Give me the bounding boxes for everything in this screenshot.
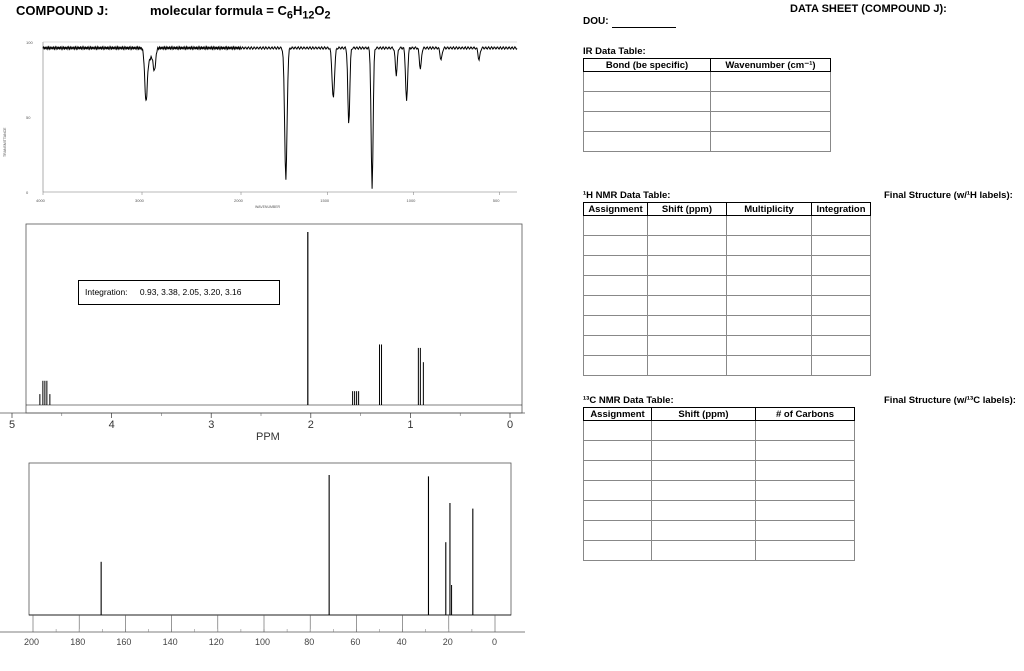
h-nmr-table-cell[interactable] (648, 336, 727, 356)
h-nmr-tick: 1 (407, 419, 414, 431)
c-header-assignment: Assignment (584, 408, 652, 421)
h-nmr-table-cell[interactable] (648, 316, 727, 336)
formula-h-count: 12 (302, 9, 315, 22)
h-nmr-table-cell[interactable] (584, 336, 648, 356)
c-nmr-table-cell[interactable] (652, 461, 756, 481)
formula-h: H (292, 3, 303, 18)
c-nmr-table-cell[interactable] (756, 461, 855, 481)
h-nmr-table-row (584, 336, 871, 356)
h-nmr-table-row (584, 276, 871, 296)
h-nmr-table-cell[interactable] (648, 276, 727, 296)
formula-c-count: 6 (286, 9, 293, 22)
ir-table-cell[interactable] (584, 112, 711, 132)
c-nmr-tick: 40 (396, 637, 407, 647)
h-nmr-table-row (584, 356, 871, 376)
formula-prefix: molecular formula = C (150, 3, 287, 18)
formula-o: O (314, 3, 325, 18)
formula-o-count: 2 (324, 9, 331, 22)
c-nmr-spectrum (0, 462, 525, 671)
ir-table-cell[interactable] (584, 72, 711, 92)
integration-label: Integration: (85, 287, 128, 297)
c-header-carbons: # of Carbons (756, 408, 855, 421)
ir-table-cell[interactable] (711, 92, 831, 112)
c-nmr-table-cell[interactable] (584, 421, 652, 441)
ir-table-cell[interactable] (711, 112, 831, 132)
h-nmr-tick: 2 (307, 419, 314, 431)
c-nmr-tick: 60 (350, 637, 361, 647)
c-nmr-table-cell[interactable] (652, 521, 756, 541)
h-nmr-table-cell[interactable] (727, 336, 812, 356)
ir-spectrum-line (43, 47, 517, 189)
ir-x-tick: 1000 (406, 198, 416, 203)
ir-y-tick: 100 (26, 40, 33, 45)
c-nmr-tick: 200 (24, 637, 40, 647)
c-nmr-table-cell[interactable] (584, 501, 652, 521)
ir-table-row (584, 72, 831, 92)
h-nmr-table-cell[interactable] (727, 256, 812, 276)
c-nmr-tick: 180 (70, 637, 86, 647)
molecular-formula (150, 3, 331, 22)
h-nmr-table-cell[interactable] (727, 316, 812, 336)
dou-label: DOU: (583, 16, 609, 27)
ir-y-tick: 0 (26, 190, 29, 195)
ir-header-wavenumber: Wavenumber (cm⁻¹) (711, 59, 831, 72)
ir-table-cell[interactable] (584, 92, 711, 112)
h-nmr-table-cell[interactable] (648, 296, 727, 316)
ir-spectrum (0, 32, 525, 210)
c-nmr-table-row (584, 441, 855, 461)
h-nmr-spectrum (0, 222, 525, 447)
c-header-shift: Shift (ppm) (652, 408, 756, 421)
c-nmr-table-cell[interactable] (584, 521, 652, 541)
h-nmr-table-cell[interactable] (584, 356, 648, 376)
h-nmr-table-cell[interactable] (812, 336, 871, 356)
h-nmr-table-cell[interactable] (812, 276, 871, 296)
c-nmr-table-cell[interactable] (652, 441, 756, 461)
ir-x-tick: 2000 (234, 198, 243, 203)
h-header-multiplicity: Multiplicity (727, 203, 812, 216)
ir-table-cell[interactable] (584, 132, 711, 152)
integration-values: 0.93, 3.38, 2.05, 3.20, 3.16 (139, 287, 242, 297)
h-nmr-table-cell[interactable] (648, 356, 727, 376)
ir-table-row (584, 92, 831, 112)
c-nmr-table-cell[interactable] (584, 541, 652, 561)
h-nmr-table-cell[interactable] (727, 296, 812, 316)
integration-box (78, 280, 280, 305)
ir-data-table (583, 58, 831, 152)
h-nmr-tick: 5 (9, 419, 16, 431)
c-nmr-table-cell[interactable] (756, 541, 855, 561)
dou-answer-line[interactable] (612, 27, 676, 28)
h-nmr-table-cell[interactable] (812, 316, 871, 336)
ir-x-tick: 4000 (36, 198, 45, 203)
c-nmr-table-row (584, 501, 855, 521)
c-nmr-table-cell[interactable] (652, 421, 756, 441)
c-nmr-table-cell[interactable] (756, 521, 855, 541)
ir-x-tick: 500 (492, 198, 500, 203)
c-nmr-tick: 140 (162, 637, 178, 647)
c-nmr-tick: 80 (304, 637, 315, 647)
h-nmr-table-caption: ¹H NMR Data Table: (583, 190, 671, 201)
ir-x-tick: 1500 (320, 198, 330, 203)
h-header-shift: Shift (ppm) (648, 203, 727, 216)
h-nmr-table-cell[interactable] (584, 276, 648, 296)
h-nmr-table-cell[interactable] (584, 256, 648, 276)
h-nmr-ticks (9, 413, 513, 431)
ir-table-caption: IR Data Table: (583, 46, 646, 57)
h-nmr-table-cell[interactable] (584, 216, 648, 236)
h-nmr-table-cell[interactable] (812, 236, 871, 256)
c-nmr-table-row (584, 541, 855, 561)
c-nmr-tick: 20 (442, 637, 453, 647)
h-nmr-table-cell[interactable] (727, 236, 812, 256)
h-nmr-table-row (584, 216, 871, 236)
c-nmr-ticks (24, 615, 497, 647)
h-nmr-tick: 0 (507, 419, 514, 431)
h-nmr-table-cell[interactable] (727, 276, 812, 296)
ir-y-axis-label: TRANSMITTANCE (3, 127, 7, 157)
c-nmr-table-cell[interactable] (756, 481, 855, 501)
c-nmr-table-row (584, 461, 855, 481)
c-nmr-table-cell[interactable] (584, 461, 652, 481)
h-nmr-table-cell[interactable] (812, 296, 871, 316)
h-nmr-table-cell[interactable] (584, 296, 648, 316)
h-nmr-table-cell[interactable] (812, 356, 871, 376)
h-nmr-table-cell[interactable] (648, 256, 727, 276)
h-nmr-data-table (583, 202, 871, 376)
h-nmr-table-cell[interactable] (812, 216, 871, 236)
c-nmr-tick: 160 (116, 637, 132, 647)
h-nmr-table-row (584, 236, 871, 256)
c-nmr-table-cell[interactable] (652, 501, 756, 521)
h-nmr-table-cell[interactable] (648, 236, 727, 256)
h-nmr-table-cell[interactable] (727, 216, 812, 236)
c-nmr-table-row (584, 421, 855, 441)
c-nmr-peaks (101, 475, 473, 615)
final-structure-c-label: Final Structure (w/¹³C labels): (884, 395, 1016, 406)
h-nmr-table-row (584, 296, 871, 316)
h-header-integration: Integration (812, 203, 871, 216)
ir-table-row (584, 112, 831, 132)
h-nmr-frame (26, 224, 522, 413)
h-nmr-table-cell[interactable] (727, 356, 812, 376)
c-nmr-table-cell[interactable] (584, 441, 652, 461)
final-structure-h-label: Final Structure (w/¹H labels): (884, 190, 1013, 201)
h-nmr-table-cell[interactable] (584, 236, 648, 256)
ir-x-axis-label: WAVENUMBER (255, 205, 281, 209)
ir-x-tick: 3000 (135, 198, 144, 203)
h-nmr-table-row (584, 256, 871, 276)
h-nmr-tick: 4 (108, 419, 115, 431)
c-nmr-tick: 120 (208, 637, 224, 647)
h-header-assignment: Assignment (584, 203, 648, 216)
c-nmr-table-cell[interactable] (756, 441, 855, 461)
compound-title: COMPOUND J: (16, 3, 109, 18)
ir-frame (26, 40, 517, 203)
c-nmr-table-cell[interactable] (756, 421, 855, 441)
c-nmr-data-table (583, 407, 855, 561)
c-nmr-table-cell[interactable] (584, 481, 652, 501)
c-nmr-table-cell[interactable] (652, 481, 756, 501)
h-nmr-table-row (584, 316, 871, 336)
h-nmr-x-label: PPM (256, 431, 280, 443)
c-nmr-table-cell[interactable] (652, 541, 756, 561)
ir-table-cell[interactable] (711, 72, 831, 92)
ir-y-tick: 50 (26, 115, 31, 120)
ir-table-cell[interactable] (711, 132, 831, 152)
h-nmr-table-cell[interactable] (584, 316, 648, 336)
c-nmr-table-row (584, 521, 855, 541)
h-nmr-peaks (26, 232, 522, 405)
data-sheet-title: DATA SHEET (COMPOUND J): (790, 3, 947, 15)
h-nmr-table-cell[interactable] (648, 216, 727, 236)
ir-header-bond: Bond (be specific) (584, 59, 711, 72)
c-nmr-table-row (584, 481, 855, 501)
ir-table-row (584, 132, 831, 152)
c-nmr-tick: 0 (492, 637, 498, 647)
c-nmr-tick: 100 (255, 637, 271, 647)
h-nmr-table-cell[interactable] (812, 256, 871, 276)
h-nmr-tick: 3 (208, 419, 215, 431)
c-nmr-table-caption: ¹³C NMR Data Table: (583, 395, 674, 406)
c-nmr-table-cell[interactable] (756, 501, 855, 521)
